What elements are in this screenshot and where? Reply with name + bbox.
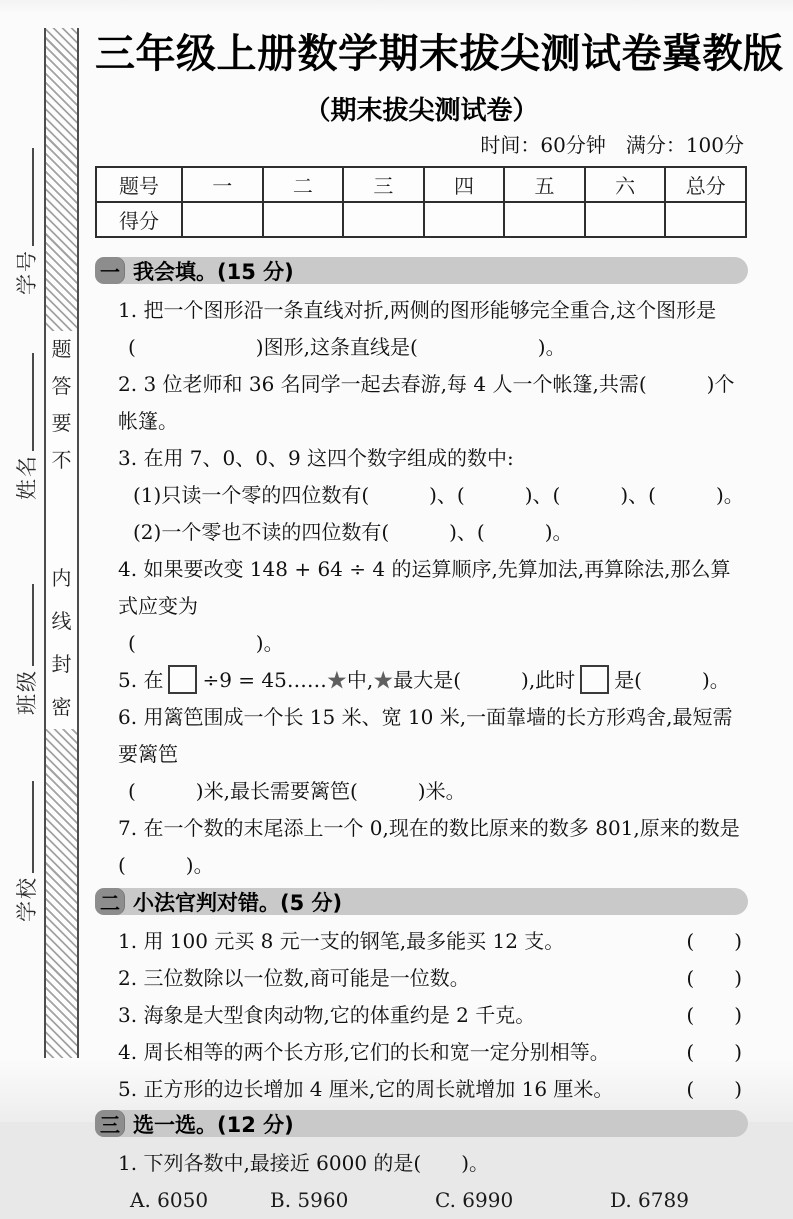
seal-char: 题 [51,337,72,361]
seal-char: 答 [51,374,72,398]
question-line: (1)只读一个零的四位数有( )、( )、( )、( )。 [133,483,744,507]
judge-text: 2. 三位数除以一位数,商可能是一位数。 [118,966,470,990]
question-line: (2)一个零也不读的四位数有( )、( )。 [133,520,573,544]
seal-hatch-bottom [46,729,77,1058]
page-title: 三年级上册数学期末拔尖测试卷冀教版 [95,31,784,77]
answer-box [168,665,197,694]
score-header-cell: 总分 [665,167,746,202]
answer-mark: ( ) [686,1040,742,1064]
answer-box [580,665,609,694]
question-text: 最大是( ),此时 [393,668,576,692]
option-item: B. 5960 [270,1188,349,1212]
score-table [95,166,747,238]
judge-row [95,960,748,997]
score-header-cell: 三 [343,167,424,202]
blank-line [15,781,34,873]
section-title: 我会填。(15 分) [133,259,294,284]
score-cell [665,202,746,237]
score-header-cell: 二 [263,167,344,202]
school-label: 学校 [15,876,39,922]
school-field [14,772,40,922]
section-number-badge: 三 [95,1110,125,1137]
star-icon: ★ [326,668,347,692]
exam-content [95,0,784,1219]
choice-options-row [95,1182,748,1219]
class-field [14,565,40,715]
seal-char: 要 [51,411,72,435]
question-text: ÷9 = 45…… [202,668,327,692]
judge-row [95,923,748,960]
question-line: 7. 在一个数的末尾添上一个 0,现在的数比原来的数多 801,原来的数是( )。 [118,816,740,877]
score-header-cell: 题号 [96,167,182,202]
question-line: 6. 用篱笆围成一个长 15 米、宽 10 米,一面靠墙的长方形鸡舍,最短需要篱笆 [118,705,733,766]
seal-line-band [44,28,79,1058]
score-cell [504,202,585,237]
judge-row [95,997,748,1034]
score-cell [263,202,344,237]
student-id-label: 学号 [15,249,39,295]
question-text: 中, [346,668,374,692]
question-text: 是( )。 [614,668,730,692]
question-line: ( )米,最长需要篱笆( )米。 [128,779,466,803]
answer-mark: ( ) [686,1003,742,1027]
time-and-score-info: 时间：60分钟 满分：100分 [480,133,744,157]
question-line: 3. 在用 7、0、0、9 这四个数字组成的数中: [118,446,514,470]
score-cell [424,202,505,237]
question-line: 4. 如果要改变 148 + 64 ÷ 4 的运算顺序,先算加法,再算除法,那么算式应变为 [118,557,731,618]
student-id-field [14,145,40,295]
section-two-header [95,888,748,915]
judge-row [95,1071,748,1108]
option-item: D. 6789 [610,1188,689,1212]
seal-char: 内 [51,566,72,590]
section-number-badge: 一 [95,257,125,284]
class-label: 班级 [15,669,39,715]
question-line: ( )。 [128,631,284,655]
score-header-cell: 五 [504,167,585,202]
score-value-row [96,202,746,237]
score-cell [182,202,263,237]
judge-row [95,1034,748,1071]
question-line: 1. 下列各数中,最接近 6000 的是( )。 [118,1151,490,1175]
question-line: 2. 3 位老师和 36 名同学一起去春游,每 4 人一个帐篷,共需( )个帐篷。 [118,372,735,433]
score-cell [343,202,424,237]
seal-gap [46,479,77,557]
question-line [95,662,748,699]
section-one-header [95,257,748,284]
star-icon: ★ [373,668,394,692]
seal-char: 线 [51,609,72,633]
score-cell [585,202,666,237]
question-line: 1. 把一个图形沿一条直线对折,两侧的图形能够完全重合,这个图形是 [118,298,717,322]
section-number-badge: 二 [95,888,125,915]
student-name-field [14,350,40,500]
student-name-label: 姓名 [15,454,39,500]
judge-text: 1. 用 100 元买 8 元一支的钢笔,最多能买 12 支。 [118,929,565,953]
score-header-cell: 六 [585,167,666,202]
seal-char: 不 [51,448,72,472]
score-header-row [96,167,746,202]
section-title: 小法官判对错。(5 分) [133,890,343,915]
blank-line [15,584,34,666]
score-header-cell: 四 [424,167,505,202]
judge-text: 5. 正方形的边长增加 4 厘米,它的周长就增加 16 厘米。 [118,1077,614,1101]
option-item: A. 6050 [130,1188,209,1212]
answer-mark: ( ) [686,1077,742,1101]
section-title: 选一选。(12 分) [133,1112,294,1137]
answer-mark: ( ) [686,929,742,953]
blank-line [15,353,34,451]
blank-line [15,148,34,246]
question-line: ( )图形,这条直线是( )。 [128,335,566,359]
score-row-label: 得分 [96,202,182,237]
page-subtitle: （期末拔尖测试卷） [304,96,539,126]
answer-mark: ( ) [686,966,742,990]
judge-text: 3. 海象是大型食肉动物,它的体重约是 2 千克。 [118,1003,536,1027]
question-text: 5. 在 [118,668,164,692]
option-item: C. 6990 [435,1188,514,1212]
seal-char: 封 [51,652,72,676]
seal-hatch-top [46,28,77,331]
seal-char: 密 [51,695,72,719]
score-header-cell: 一 [182,167,263,202]
section-three-header [95,1110,748,1137]
judge-text: 4. 周长相等的两个长方形,它们的长和宽一定分别相等。 [118,1040,610,1064]
